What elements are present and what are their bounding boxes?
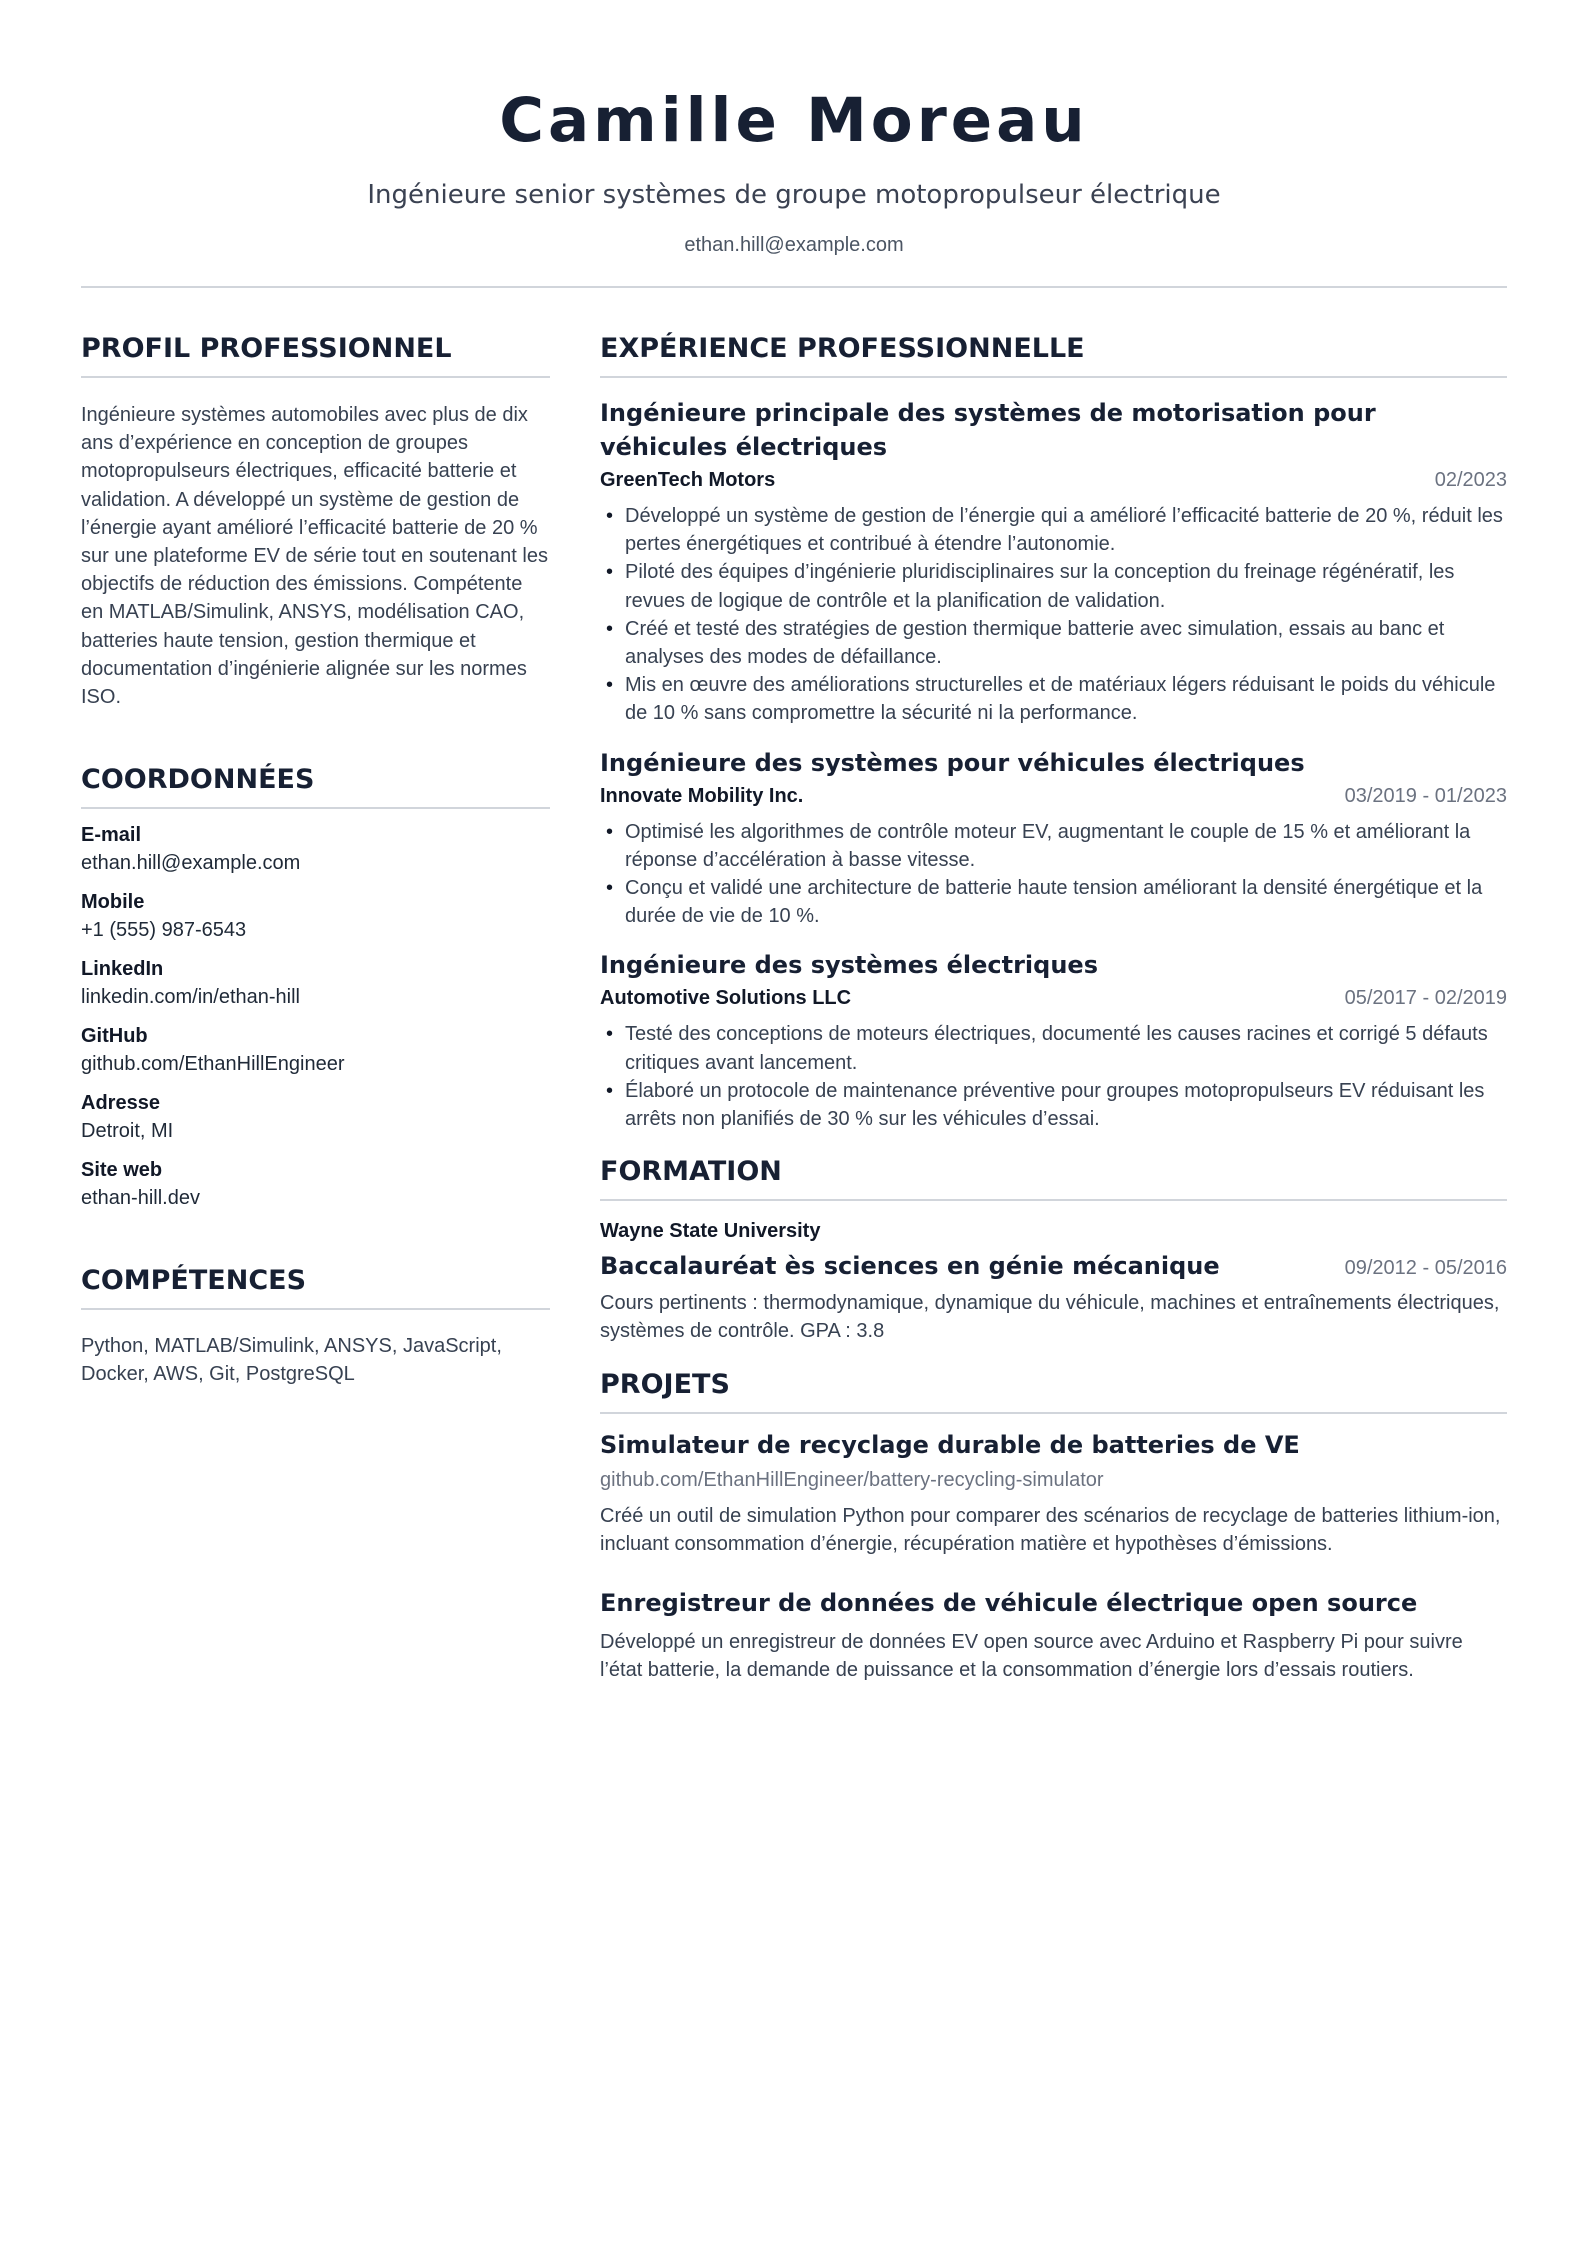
job-company: Innovate Mobility Inc.	[600, 784, 804, 807]
job-date: 03/2019 - 01/2023	[1344, 784, 1507, 807]
coordinate-value-email: ethan.hill@example.com	[81, 852, 301, 875]
skills-text: Python, MATLAB/Simulink, ANSYS, JavaScript, Docker, AWS, Git, PostgreSQL	[81, 1335, 502, 1386]
education-section	[600, 1155, 1507, 1345]
resume-header	[81, 0, 1507, 258]
coordinate-label: GitHub	[81, 1025, 148, 1048]
coordinate-value-address: Detroit, MI	[81, 1120, 174, 1143]
job-bullet: • Conçu et validé une architecture de batterie haute tension améliorant la densité énergétique et la durée de vie de 10 %.	[600, 874, 1507, 930]
education-degree: Baccalauréat ès sciences en génie mécanique	[600, 1252, 1220, 1281]
coordinate-item-github	[81, 1022, 550, 1078]
coordinate-label: Mobile	[81, 891, 145, 914]
job-bullet: • Développé un système de gestion de l’énergie qui a amélioré l’efficacité batterie de 20 %, réduit les pertes énergétiques et contribué à étendre l’autonomie.	[600, 502, 1507, 558]
coordinate-value-mobile: +1 (555) 987-6543	[81, 919, 247, 942]
resume-columns	[81, 332, 1507, 1706]
project-title: Enregistreur de données de véhicule électrique open source	[600, 1589, 1418, 1618]
job-company: Automotive Solutions LLC	[600, 987, 852, 1010]
project-description: Développé un enregistreur de données EV open source avec Arduino et Raspberry Pi pour suivre l’état batterie, la demande de puissance et la consommation d’énergie lors d’essais routiers.	[600, 1631, 1463, 1682]
job-meta	[600, 466, 1507, 494]
job-bullet: • Optimisé les algorithmes de contrôle moteur EV, augmentant le couple de 15 % et améliorant la réponse d’accélération à basse vitesse.	[600, 818, 1507, 874]
coordinate-label: LinkedIn	[81, 958, 164, 981]
job-entry	[600, 396, 1507, 728]
coordinate-item-email	[81, 821, 550, 877]
education-row	[600, 1249, 1507, 1283]
project-entry	[600, 1586, 1507, 1684]
profile-heading: PROFIL PROFESSIONNEL	[81, 332, 550, 378]
projects-heading: PROJETS	[600, 1368, 1507, 1414]
header-email: ethan.hill@example.com	[684, 234, 904, 256]
project-link[interactable]: github.com/EthanHillEngineer/battery-recycling-simulator	[600, 1468, 1104, 1491]
job-bullet: • Élaboré un protocole de maintenance préventive pour groupes motopropulseurs EV réduisant les arrêts non planifiés de 30 % sur les véhicules d’essai.	[600, 1077, 1507, 1133]
project-title: Simulateur de recyclage durable de batteries de VE	[600, 1430, 1300, 1459]
job-meta	[600, 984, 1507, 1012]
coordinates-section	[81, 763, 550, 1212]
job-company: GreenTech Motors	[600, 469, 776, 491]
skills-section	[81, 1264, 550, 1388]
coordinate-value-linkedin: linkedin.com/in/ethan-hill	[81, 986, 301, 1009]
job-date: 02/2023	[1434, 469, 1507, 491]
job-title: Ingénieure principale des systèmes de motorisation pour véhicules électriques	[600, 399, 1376, 461]
coordinate-item-linkedin	[81, 955, 550, 1011]
right-column	[600, 332, 1507, 1706]
job-title: Ingénieure des systèmes électriques	[600, 951, 1098, 980]
job-date: 05/2017 - 02/2019	[1344, 987, 1507, 1010]
job-title: Ingénieure des systèmes pour véhicules électriques	[600, 748, 1305, 777]
coordinate-item-mobile	[81, 888, 550, 944]
projects-section	[600, 1368, 1507, 1685]
coordinate-item-address	[81, 1089, 550, 1145]
profile-section	[81, 332, 550, 711]
project-entry	[600, 1428, 1507, 1558]
job-entry	[600, 948, 1507, 1133]
job-bullet: • Piloté des équipes d’ingénierie pluridisciplinaires sur la conception du freinage régénératif, les revues de logique de contrôle et la planification de validation.	[600, 558, 1507, 614]
job-bullet: • Mis en œuvre des améliorations structurelles et de matériaux légers réduisant le poids du véhicule de 10 % sans compromettre la sécurité ni la performance.	[600, 671, 1507, 727]
left-column	[81, 332, 550, 1706]
coordinates-list	[81, 821, 550, 1212]
job-meta	[600, 782, 1507, 810]
job-bullets	[600, 502, 1507, 728]
project-description: Créé un outil de simulation Python pour comparer des scénarios de recyclage de batteries lithium-ion, incluant consommation d’énergie, récupération matière et hypothèses d’émissions.	[600, 1504, 1501, 1555]
header-divider	[81, 286, 1507, 288]
coordinate-label: Site web	[81, 1159, 163, 1182]
candidate-name: Camille Moreau	[499, 85, 1089, 156]
education-date: 09/2012 - 05/2016	[1344, 1257, 1507, 1280]
coordinate-value-github: github.com/EthanHillEngineer	[81, 1053, 345, 1076]
job-bullet: • Testé des conceptions de moteurs électriques, documenté les causes racines et corrigé 5 défauts critiques avant lancement.	[600, 1020, 1507, 1076]
coordinate-label: E-mail	[81, 824, 142, 847]
experience-heading: EXPÉRIENCE PROFESSIONNELLE	[600, 332, 1507, 378]
coordinate-item-website	[81, 1156, 550, 1212]
coordinates-heading: COORDONNÉES	[81, 763, 550, 809]
job-bullets	[600, 1020, 1507, 1133]
education-heading: FORMATION	[600, 1155, 1507, 1201]
coordinate-value-website: ethan-hill.dev	[81, 1187, 200, 1210]
job-entry	[600, 746, 1507, 931]
coordinate-label: Adresse	[81, 1092, 160, 1115]
job-bullets	[600, 818, 1507, 931]
experience-section	[600, 332, 1507, 1133]
education-description: Cours pertinents : thermodynamique, dynamique du véhicule, machines et entraînements électriques, systèmes de contrôle. GPA : 3.8	[600, 1292, 1500, 1343]
profile-text: Ingénieure systèmes automobiles avec plus de dix ans d’expérience en conception de groupes motopropulseurs électriques, efficacité batterie et validation. A développé un système de gestion de l’énergie ayant amélioré l’efficacité batterie de 20 % sur une plateforme EV de série tout en soutenant les objectifs de réduction des émissions. Compétente en MATLAB/Simulink, ANSYS, modélisation CAO, batteries haute tension, gestion thermique et documentation d’ingénierie alignée sur les normes ISO.	[81, 404, 548, 709]
job-bullet: • Créé et testé des stratégies de gestion thermique batterie avec simulation, essais au banc et analyses des modes de défaillance.	[600, 615, 1507, 671]
skills-heading: COMPÉTENCES	[81, 1264, 550, 1310]
education-school: Wayne State University	[600, 1220, 821, 1243]
candidate-title: Ingénieure senior systèmes de groupe motopropulseur électrique	[367, 180, 1221, 210]
